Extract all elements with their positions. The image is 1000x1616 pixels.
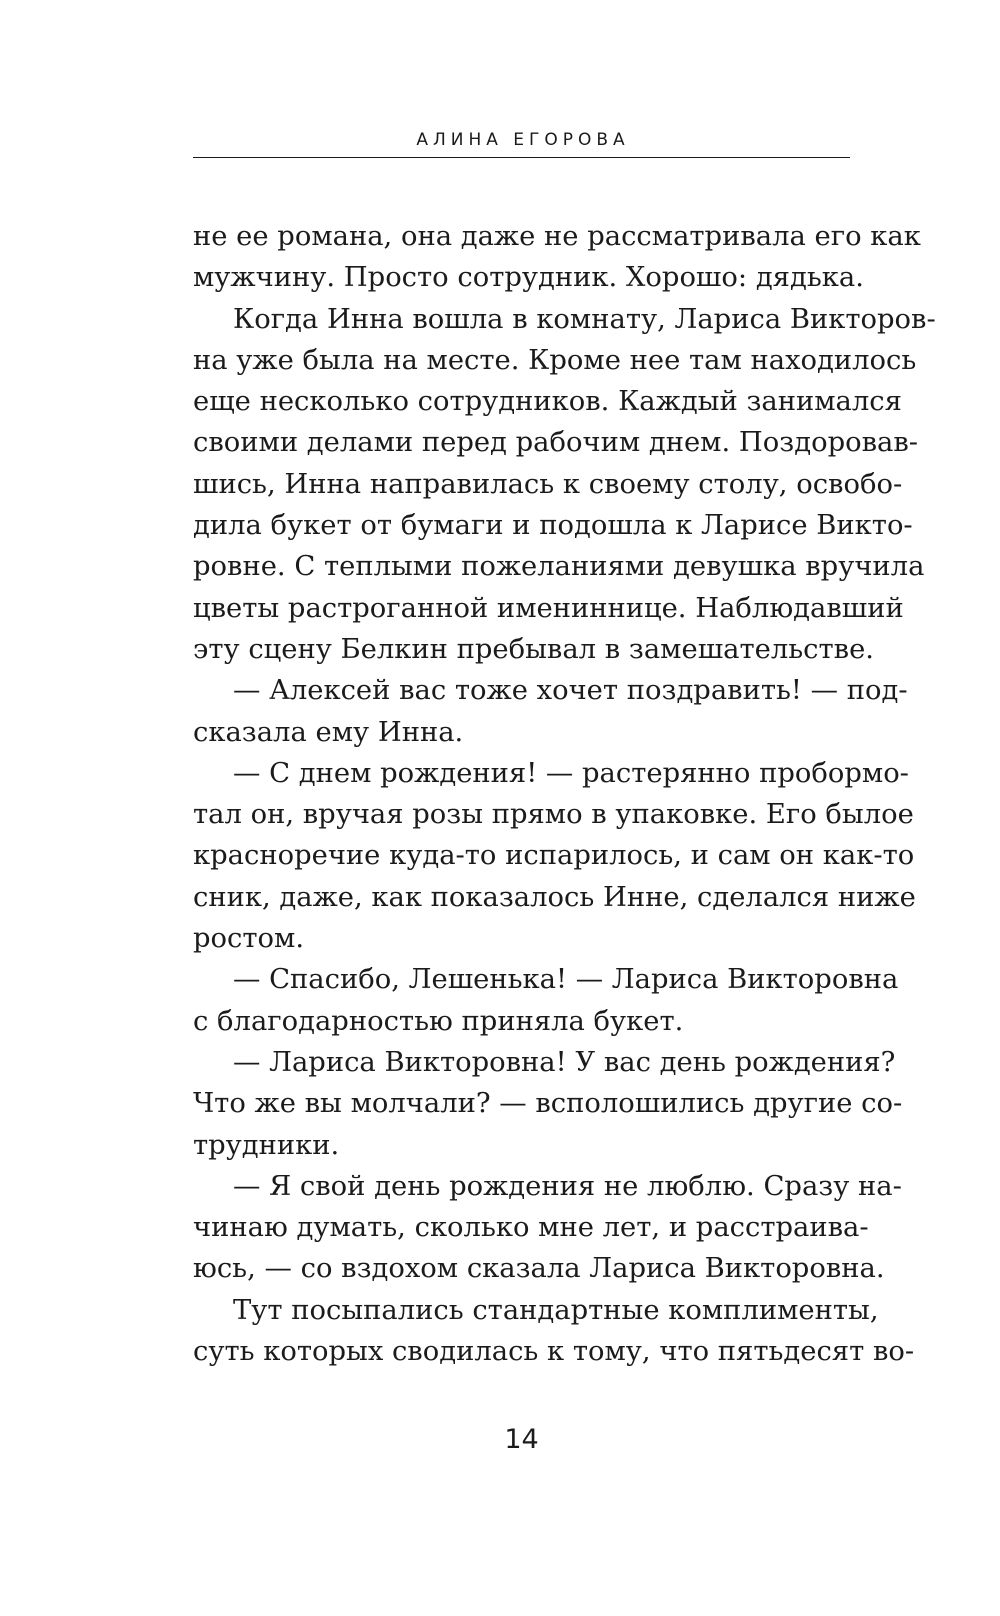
- text-line: тал он, вручая розы прямо в упаковке. Его былое: [193, 799, 914, 831]
- text-line: трудники.: [193, 1129, 340, 1161]
- text-line: — Алексей вас тоже хочет поздравить! — под-: [233, 675, 908, 707]
- text-line: сник, даже, как показалось Инне, сделался ниже: [193, 881, 916, 913]
- text-line: суть которых сводилась к тому, что пятьдесят во-: [193, 1336, 915, 1368]
- text-line: — Я свой день рождения не люблю. Сразу на-: [233, 1170, 902, 1202]
- text-line: ростом.: [193, 923, 305, 955]
- body-text: [193, 216, 936, 1372]
- text-line: не ее романа, она даже не рассматривала его как: [193, 221, 921, 252]
- text-line: — Спасибо, Лешенька! — Лариса Викторовна: [233, 964, 899, 996]
- text-line: — С днем рождения! — растерянно пробормо-: [233, 757, 909, 789]
- text-line: ровне. С теплыми пожеланиями девушка вручила: [193, 551, 925, 583]
- page-number: 14: [504, 1424, 539, 1455]
- text-line: мужчину. Просто сотрудник. Хорошо: дядька.: [193, 262, 864, 294]
- running-head-author: АЛИНА ЕГОРОВА: [416, 130, 630, 150]
- text-line: Тут посыпались стандартные комплименты,: [233, 1294, 879, 1326]
- text-line: еще несколько сотрудников. Каждый занимался: [193, 386, 902, 418]
- text-line: с благодарностью приняла букет.: [193, 1005, 684, 1037]
- text-line: сказала ему Инна.: [193, 716, 464, 748]
- text-line: красноречие куда-то испарилось, и сам он как-то: [193, 840, 915, 872]
- text-line: Когда Инна вошла в комнату, Лариса Викторов-: [233, 303, 936, 335]
- text-line: — Лариса Викторовна! У вас день рождения?: [233, 1046, 896, 1078]
- text-line: эту сцену Белкин пребывал в замешательстве.: [193, 633, 874, 665]
- text-line: шись, Инна направилась к своему столу, освобо-: [193, 468, 903, 500]
- text-line: дила букет от бумаги и подошла к Ларисе Викто-: [193, 510, 913, 542]
- text-line: чинаю думать, сколько мне лет, и расстраива-: [193, 1212, 869, 1244]
- text-line: цветы растроганной имениннице. Наблюдавший: [193, 592, 904, 624]
- text-line: на уже была на месте. Кроме нее там находилось: [193, 344, 917, 376]
- text-line: юсь, — со вздохом сказала Лариса Викторовна.: [193, 1253, 885, 1285]
- text-line: Что же вы молчали? — всполошились другие со-: [193, 1088, 903, 1120]
- header-rule: [193, 157, 850, 158]
- text-line: своими делами перед рабочим днем. Поздоровав-: [193, 427, 919, 459]
